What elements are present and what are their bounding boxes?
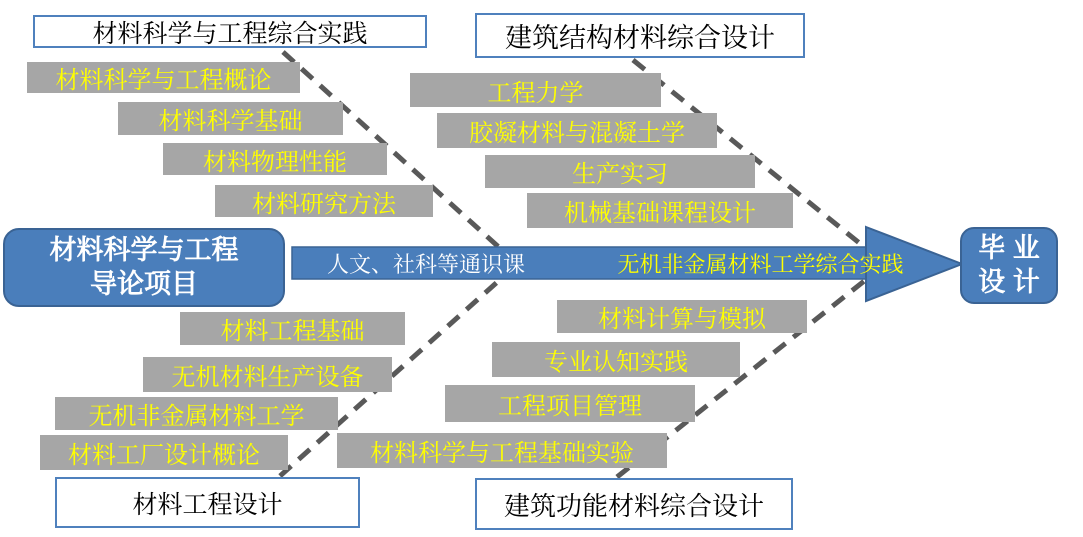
- course-bar: [143, 357, 392, 392]
- course-bar: [180, 312, 405, 345]
- end-node-graduation-design: [960, 227, 1058, 304]
- project-box-bottom-right: [475, 478, 793, 530]
- course-bar: [437, 113, 717, 148]
- course-label: 材料研究方法: [252, 190, 396, 218]
- band-general-course-label: 人文、社科等通识课: [326, 251, 525, 277]
- course-label: 材料科学与工程基础实验: [370, 440, 634, 467]
- course-label: 机械基础课程设计: [564, 200, 756, 227]
- course-label: 生产实习: [572, 161, 668, 188]
- course-label: 工程项目管理: [498, 393, 642, 420]
- course-label: 材料科学与工程概论: [55, 67, 272, 94]
- project-box-top-right: [475, 13, 805, 58]
- project-box-top-left: [33, 15, 427, 48]
- project-box-top-right-label: 建筑结构材料综合设计: [505, 23, 775, 53]
- start-node-intro-project: [3, 228, 285, 307]
- course-bar: [337, 433, 667, 468]
- course-bar: [485, 155, 755, 188]
- course-label: 材料科学基础: [158, 108, 303, 135]
- course-bar: [27, 62, 300, 93]
- course-label: 无机材料生产设备: [171, 364, 364, 391]
- course-bar: [163, 143, 387, 175]
- course-bar: [492, 342, 740, 377]
- course-label: 胶凝材料与混凝土学: [469, 120, 685, 147]
- course-bar: [40, 435, 288, 470]
- course-bar: [410, 73, 661, 107]
- course-bar: [55, 397, 338, 430]
- course-bar: [215, 185, 433, 217]
- course-bar: [557, 300, 807, 333]
- course-label: 材料计算与模拟: [598, 306, 766, 333]
- band-practice-course-label: 无机非金属材料工学综合实践: [617, 251, 904, 277]
- project-box-bottom-left-label: 材料工程设计: [132, 490, 283, 519]
- project-box-bottom-right-label: 建筑功能材料综合设计: [503, 490, 764, 521]
- course-label: 材料工厂设计概论: [68, 442, 260, 469]
- end-node-line2: 设 计: [978, 266, 1040, 297]
- course-bar: [527, 193, 793, 228]
- start-node-line1: 材料科学与工程: [49, 234, 239, 265]
- course-label: 无机非金属材料工学: [88, 403, 305, 430]
- course-label: 工程力学: [487, 79, 584, 107]
- course-bar: [445, 385, 695, 422]
- course-label: 专业认知实践: [544, 349, 688, 376]
- course-bar: [118, 102, 343, 135]
- project-box-bottom-left: [55, 477, 360, 528]
- course-label: 材料工程基础: [220, 318, 365, 345]
- start-node-line2: 导论项目: [90, 268, 198, 299]
- end-node-line1: 毕 业: [978, 232, 1040, 263]
- project-box-top-left-label: 材料科学与工程综合实践: [92, 19, 368, 48]
- course-label: 材料物理性能: [203, 148, 347, 176]
